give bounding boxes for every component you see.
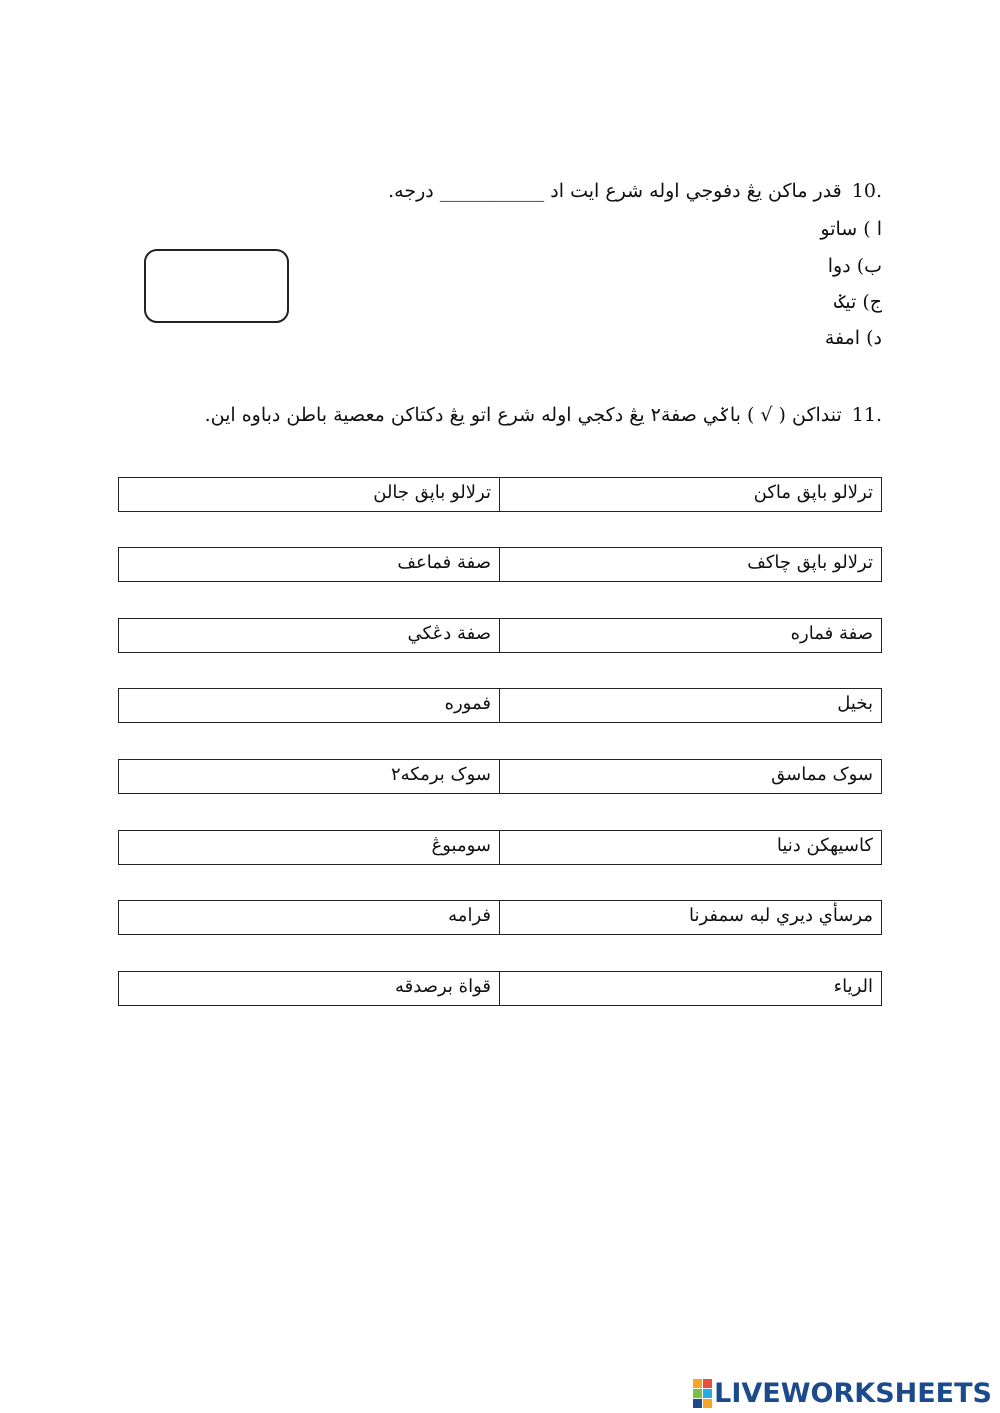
question-11 — [205, 404, 882, 426]
table-cell-right[interactable]: مرسأي ديري لبه سمفرنا — [688, 905, 873, 926]
table-row — [118, 547, 882, 582]
table-row — [118, 900, 882, 935]
table-row — [118, 618, 882, 653]
table-cell-right[interactable]: بخيل — [837, 693, 873, 714]
table-row — [118, 830, 882, 865]
answer-input-box[interactable] — [144, 249, 289, 323]
logo-text: LIVEWORKSHEETS — [714, 1377, 992, 1409]
table-cell-left[interactable]: قواة برصدقه — [119, 972, 500, 1005]
table-cell-right[interactable]: الرياء — [833, 976, 873, 997]
table-cell-right[interactable]: ترلالو باڽق ماکن — [753, 482, 873, 503]
table-row — [118, 688, 882, 723]
table-row — [118, 477, 882, 512]
question-10-text: قدر ماکن يڠ دفوجي اوله شرع ايت اد ___________ درجه. — [388, 180, 842, 202]
table-cell-left[interactable]: فرامه — [119, 901, 500, 934]
table-cell-left[interactable]: سومبوڠ — [119, 831, 500, 864]
logo-blocks-icon — [693, 1379, 712, 1408]
liveworksheets-logo — [693, 1378, 992, 1408]
table-cell-left[interactable]: فموره — [119, 689, 500, 722]
table-cell-right[interactable]: ترلالو باڽق چاکف — [747, 552, 873, 573]
question-10 — [388, 180, 882, 202]
table-cell-left[interactable]: صفة دڠکي — [119, 619, 500, 652]
table-cell-left[interactable]: سوک برمکه٢ — [119, 760, 500, 793]
question-11-number: 11. — [851, 404, 882, 426]
option-d: د) امفة — [824, 327, 882, 349]
question-11-text: تنداکن ( √ ) باݢي صفة٢ يڠ دکجي اوله شرع اتو يڠ دکتاکن معصية باطن دباوه اين. — [204, 404, 842, 426]
option-c: ج) تيݢ — [834, 291, 882, 313]
table-cell-left[interactable]: ترلالو باڽق جالن — [119, 478, 500, 511]
option-b: ب) دوا — [827, 255, 882, 277]
question-10-number: 10. — [851, 180, 882, 202]
table-row — [118, 759, 882, 794]
table-cell-right[interactable]: صفة فماره — [790, 623, 873, 644]
table-cell-right[interactable]: کاسيهکن دنيا — [776, 835, 873, 856]
option-a: ا ) ساتو — [820, 218, 882, 240]
table-cell-left[interactable]: صفة فماعف — [119, 548, 500, 581]
table-row — [118, 971, 882, 1006]
table-cell-right[interactable]: سوک مماسق — [771, 764, 873, 785]
